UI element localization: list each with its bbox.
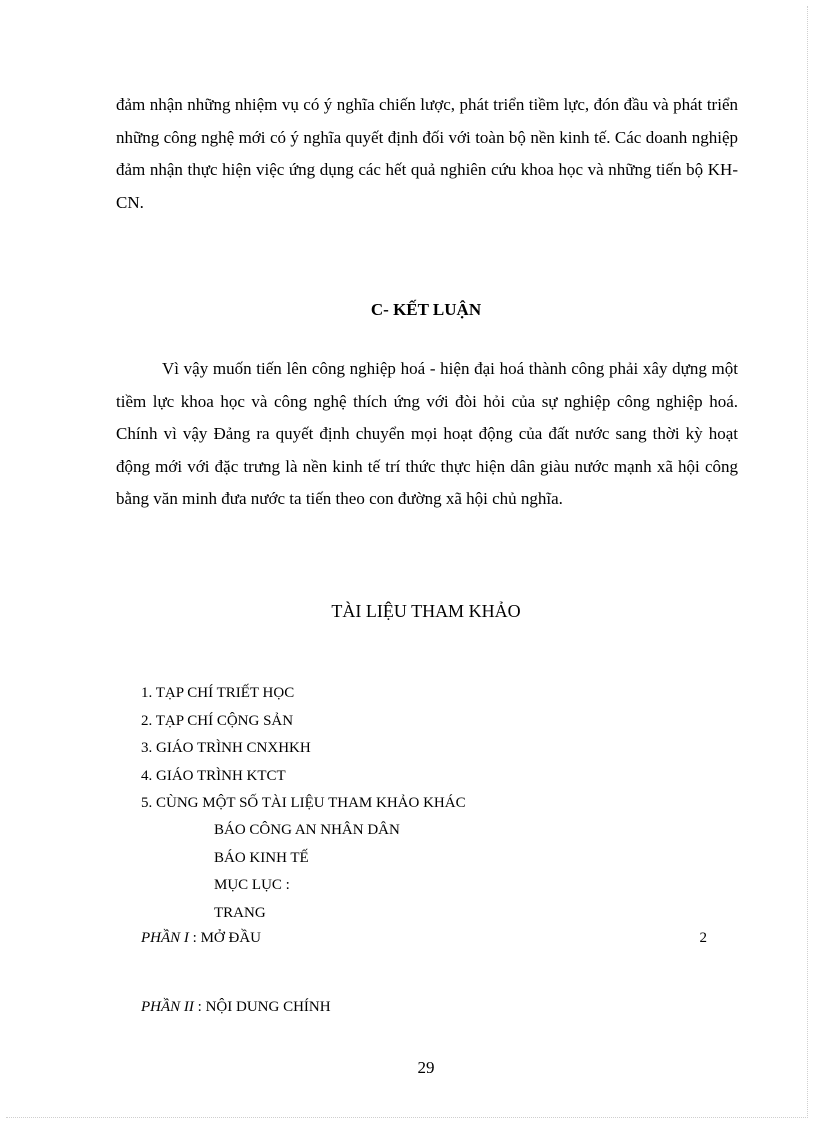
reference-item: 4. GIÁO TRÌNH KTCT bbox=[141, 767, 286, 784]
reference-item: 3. GIÁO TRÌNH CNXHKH bbox=[141, 740, 311, 756]
toc-row bbox=[141, 930, 707, 947]
reference-item: 5. CÙNG MỘT SỐ TÀI LIỆU THAM KHẢO KHÁC bbox=[141, 795, 466, 811]
toc-page-number: 2 bbox=[699, 930, 707, 946]
toc-part-title: : MỞ ĐẦU bbox=[188, 930, 262, 946]
reference-sub-list bbox=[214, 817, 400, 927]
page-number: 29 bbox=[417, 1058, 435, 1077]
toc-part-title: : NỘI DUNG CHÍNH bbox=[193, 999, 331, 1015]
reference-item: 1. TẠP CHÍ TRIẾT HỌC bbox=[141, 685, 295, 701]
conclusion-paragraph: Vì vậy muốn tiến lên công nghiệp hoá - hiện đại hoá thành công phải xây dựng một tiềm lực khoa học và công nghệ thích ứng với đòi hỏi của sự nghiệp công nghiệp hoá. Chính vì vậy Đảng ra quyết định chuyển mọi hoạt động của đất nước sang thời kỳ hoạt động mới với đặc trưng là nền kinh tế trí thức thực hiện dân giàu nước mạnh xã hội công bằng văn minh đưa nước ta tiến theo con đường xã hội chủ nghĩa. bbox=[116, 359, 738, 508]
toc-part-label: PHẦN I bbox=[141, 930, 189, 946]
toc-part-label: PHẦN II bbox=[141, 999, 194, 1015]
reference-item: 2. TẠP CHÍ CỘNG SẢN bbox=[141, 712, 294, 729]
reference-sub-item: BÁO KINH TẾ bbox=[214, 849, 309, 866]
reference-sub-item: BÁO CÔNG AN NHÂN DÂN bbox=[214, 822, 400, 838]
toc-heading: MỤC LỤC : bbox=[214, 877, 290, 893]
conclusion-heading: C- KẾT LUẬN bbox=[370, 300, 482, 319]
toc-page-column-label: TRANG bbox=[214, 904, 266, 921]
references-heading: TÀI LIỆU THAM KHẢO bbox=[331, 601, 521, 621]
intro-paragraph: đảm nhận những nhiệm vụ có ý nghĩa chiến lược, phát triển tiềm lực, đón đầu và phát triển những công nghệ mới có ý nghĩa quyết định đối với toàn bộ nền kinh tế. Các doanh nghiệp đảm nhận thực hiện việc ứng dụng các hết quả nghiên cứu khoa học và những tiến bộ KH- CN. bbox=[116, 95, 738, 212]
toc-row bbox=[141, 999, 707, 1016]
reference-list bbox=[141, 680, 466, 818]
